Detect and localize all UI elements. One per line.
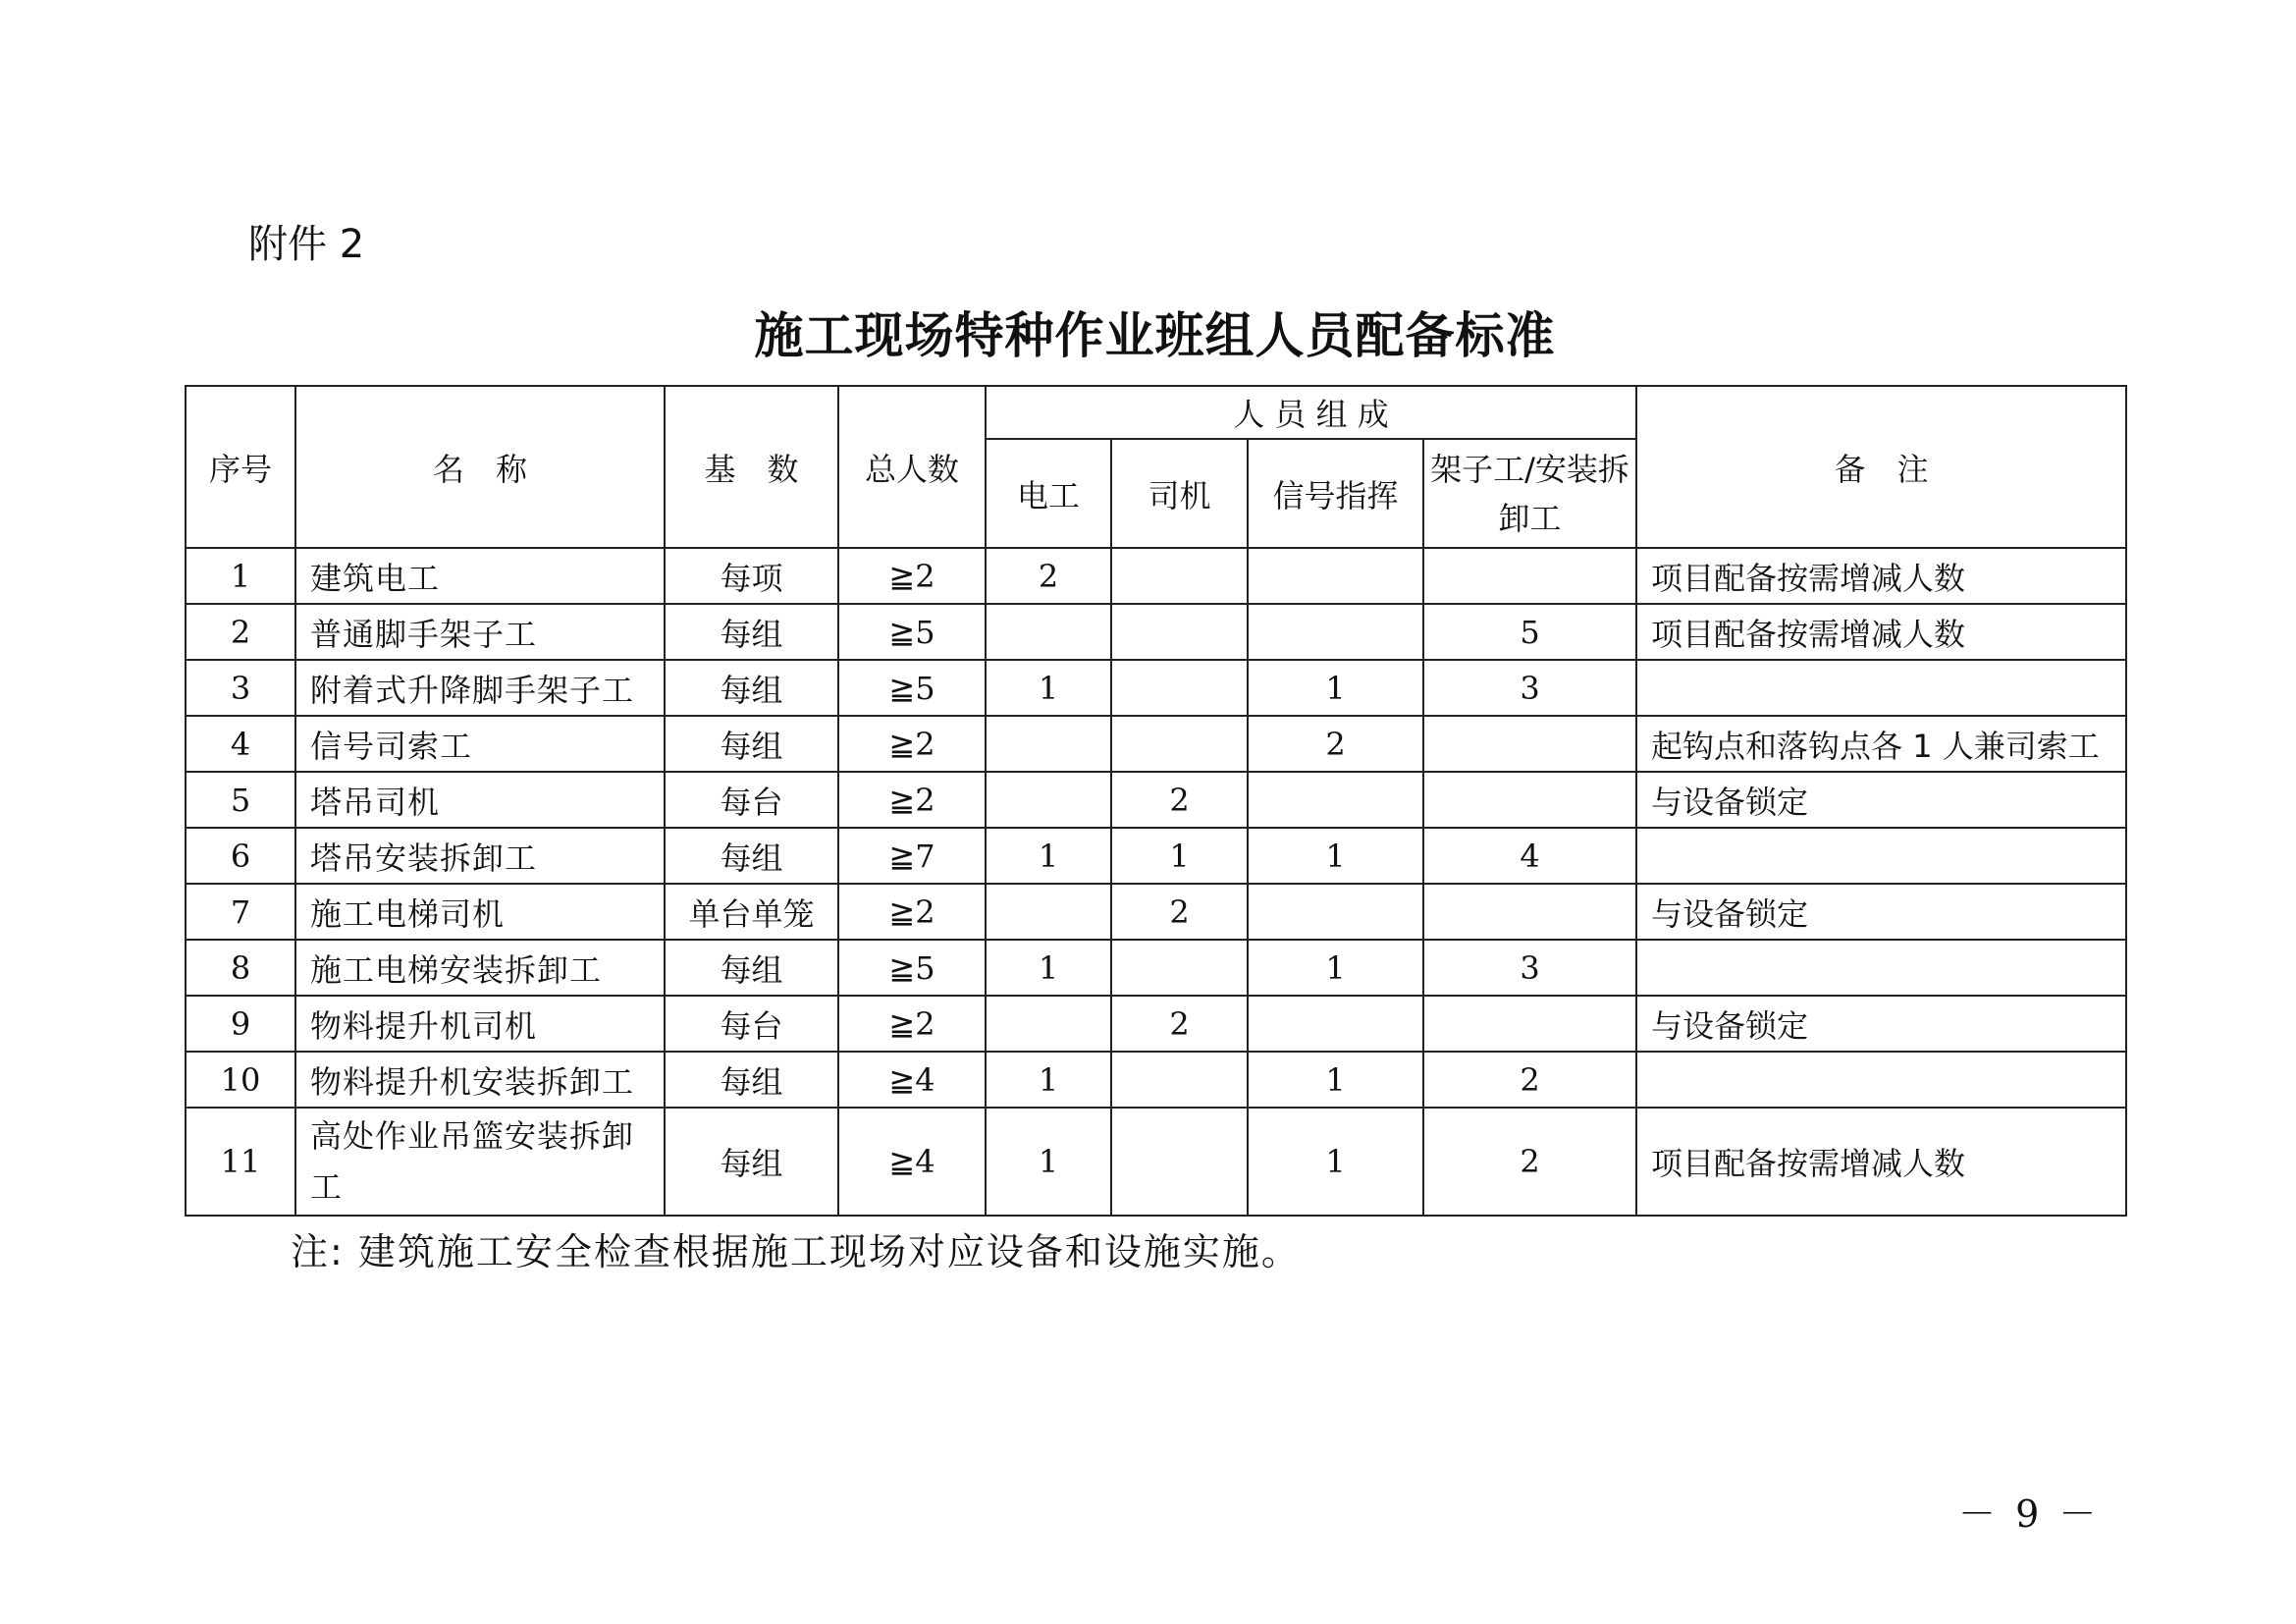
header-scaffold: 架子工/安装拆卸工 [1423, 439, 1636, 548]
cell-remark: 项目配备按需增减人数 [1636, 548, 2126, 604]
cell-scaffold: 2 [1423, 1052, 1636, 1108]
cell-seq: 4 [186, 716, 295, 772]
header-driver: 司机 [1111, 439, 1248, 548]
cell-signal [1248, 604, 1423, 660]
cell-seq: 6 [186, 828, 295, 884]
table-row [186, 604, 2126, 660]
table-row [186, 1108, 2126, 1216]
cell-base: 每组 [665, 1052, 838, 1108]
cell-seq: 9 [186, 996, 295, 1052]
cell-base: 每组 [665, 604, 838, 660]
cell-name: 物料提升机司机 [295, 996, 665, 1052]
cell-total: ≧2 [838, 716, 986, 772]
table-row [186, 716, 2126, 772]
cell-signal: 1 [1248, 1052, 1423, 1108]
cell-scaffold: 2 [1423, 1108, 1636, 1216]
cell-driver: 2 [1111, 996, 1248, 1052]
cell-electrician [986, 884, 1111, 940]
cell-remark [1636, 828, 2126, 884]
cell-base: 每台 [665, 996, 838, 1052]
cell-base: 单台单笼 [665, 884, 838, 940]
cell-driver: 2 [1111, 772, 1248, 828]
document-title: 施工现场特种作业班组人员配备标准 [754, 306, 1556, 364]
cell-seq: 7 [186, 884, 295, 940]
table-row [186, 1052, 2126, 1108]
cell-total: ≧4 [838, 1108, 986, 1216]
cell-signal [1248, 772, 1423, 828]
header-total: 总人数 [838, 386, 986, 548]
cell-seq: 5 [186, 772, 295, 828]
cell-base: 每组 [665, 660, 838, 716]
cell-signal: 2 [1248, 716, 1423, 772]
cell-scaffold [1423, 772, 1636, 828]
cell-name: 附着式升降脚手架子工 [295, 660, 665, 716]
cell-driver [1111, 548, 1248, 604]
footnote: 注: 建筑施工安全检查根据施工现场对应设备和设施实施。 [291, 1230, 1301, 1273]
cell-remark: 项目配备按需增减人数 [1636, 604, 2126, 660]
cell-base: 每组 [665, 1108, 838, 1216]
table-body [186, 548, 2126, 1216]
cell-name: 高处作业吊篮安装拆卸工 [295, 1108, 665, 1216]
cell-signal: 1 [1248, 660, 1423, 716]
header-signal: 信号指挥 [1248, 439, 1423, 548]
cell-scaffold [1423, 996, 1636, 1052]
cell-name: 塔吊司机 [295, 772, 665, 828]
cell-total: ≧2 [838, 884, 986, 940]
cell-total: ≧2 [838, 996, 986, 1052]
cell-total: ≧7 [838, 828, 986, 884]
cell-driver: 2 [1111, 884, 1248, 940]
cell-total: ≧5 [838, 940, 986, 996]
attachment-label: 附件 2 [248, 222, 365, 267]
cell-signal [1248, 548, 1423, 604]
cell-signal: 1 [1248, 940, 1423, 996]
header-group: 人 员 组 成 [986, 386, 1636, 439]
table-row [186, 660, 2126, 716]
table-header [186, 386, 2126, 548]
cell-remark: 与设备锁定 [1636, 884, 2126, 940]
cell-scaffold: 5 [1423, 604, 1636, 660]
cell-driver [1111, 604, 1248, 660]
cell-remark: 起钩点和落钩点各 1 人兼司索工 [1636, 716, 2126, 772]
cell-name: 物料提升机安装拆卸工 [295, 1052, 665, 1108]
cell-driver: 1 [1111, 828, 1248, 884]
cell-remark: 项目配备按需增减人数 [1636, 1108, 2126, 1216]
header-remark: 备 注 [1636, 386, 2126, 548]
table-row [186, 828, 2126, 884]
cell-seq: 1 [186, 548, 295, 604]
cell-name: 施工电梯安装拆卸工 [295, 940, 665, 996]
cell-remark [1636, 1052, 2126, 1108]
cell-driver [1111, 940, 1248, 996]
cell-total: ≧5 [838, 604, 986, 660]
cell-electrician: 1 [986, 1052, 1111, 1108]
header-base: 基 数 [665, 386, 838, 548]
cell-seq: 2 [186, 604, 295, 660]
header-electrician: 电工 [986, 439, 1111, 548]
cell-scaffold [1423, 548, 1636, 604]
cell-signal: 1 [1248, 828, 1423, 884]
cell-total: ≧2 [838, 548, 986, 604]
table-row [186, 884, 2126, 940]
table-row [186, 940, 2126, 996]
cell-remark [1636, 660, 2126, 716]
cell-signal: 1 [1248, 1108, 1423, 1216]
cell-signal [1248, 884, 1423, 940]
cell-seq: 3 [186, 660, 295, 716]
cell-base: 每组 [665, 828, 838, 884]
cell-electrician: 1 [986, 1108, 1111, 1216]
cell-total: ≧4 [838, 1052, 986, 1108]
cell-seq: 10 [186, 1052, 295, 1108]
cell-scaffold: 3 [1423, 940, 1636, 996]
cell-total: ≧5 [838, 660, 986, 716]
cell-remark [1636, 940, 2126, 996]
cell-driver [1111, 1108, 1248, 1216]
cell-electrician: 2 [986, 548, 1111, 604]
header-name: 名 称 [295, 386, 665, 548]
cell-name: 施工电梯司机 [295, 884, 665, 940]
cell-total: ≧2 [838, 772, 986, 828]
cell-signal [1248, 996, 1423, 1052]
cell-driver [1111, 716, 1248, 772]
cell-base: 每项 [665, 548, 838, 604]
cell-scaffold: 3 [1423, 660, 1636, 716]
cell-name: 塔吊安装拆卸工 [295, 828, 665, 884]
page-number: － 9 － [1958, 1492, 2101, 1536]
header-seq: 序号 [186, 386, 295, 548]
table-row [186, 772, 2126, 828]
table-row [186, 996, 2126, 1052]
cell-base: 每组 [665, 940, 838, 996]
cell-electrician [986, 996, 1111, 1052]
staffing-standard-table [185, 385, 2127, 1217]
cell-remark: 与设备锁定 [1636, 996, 2126, 1052]
cell-electrician [986, 772, 1111, 828]
cell-electrician: 1 [986, 828, 1111, 884]
cell-name: 建筑电工 [295, 548, 665, 604]
cell-electrician: 1 [986, 940, 1111, 996]
cell-base: 每台 [665, 772, 838, 828]
cell-seq: 8 [186, 940, 295, 996]
cell-name: 普通脚手架子工 [295, 604, 665, 660]
table-row [186, 548, 2126, 604]
cell-remark: 与设备锁定 [1636, 772, 2126, 828]
cell-electrician: 1 [986, 660, 1111, 716]
cell-name: 信号司索工 [295, 716, 665, 772]
cell-scaffold [1423, 884, 1636, 940]
cell-base: 每组 [665, 716, 838, 772]
cell-driver [1111, 1052, 1248, 1108]
cell-scaffold: 4 [1423, 828, 1636, 884]
cell-scaffold [1423, 716, 1636, 772]
cell-electrician [986, 604, 1111, 660]
cell-seq: 11 [186, 1108, 295, 1216]
cell-electrician [986, 716, 1111, 772]
cell-driver [1111, 660, 1248, 716]
